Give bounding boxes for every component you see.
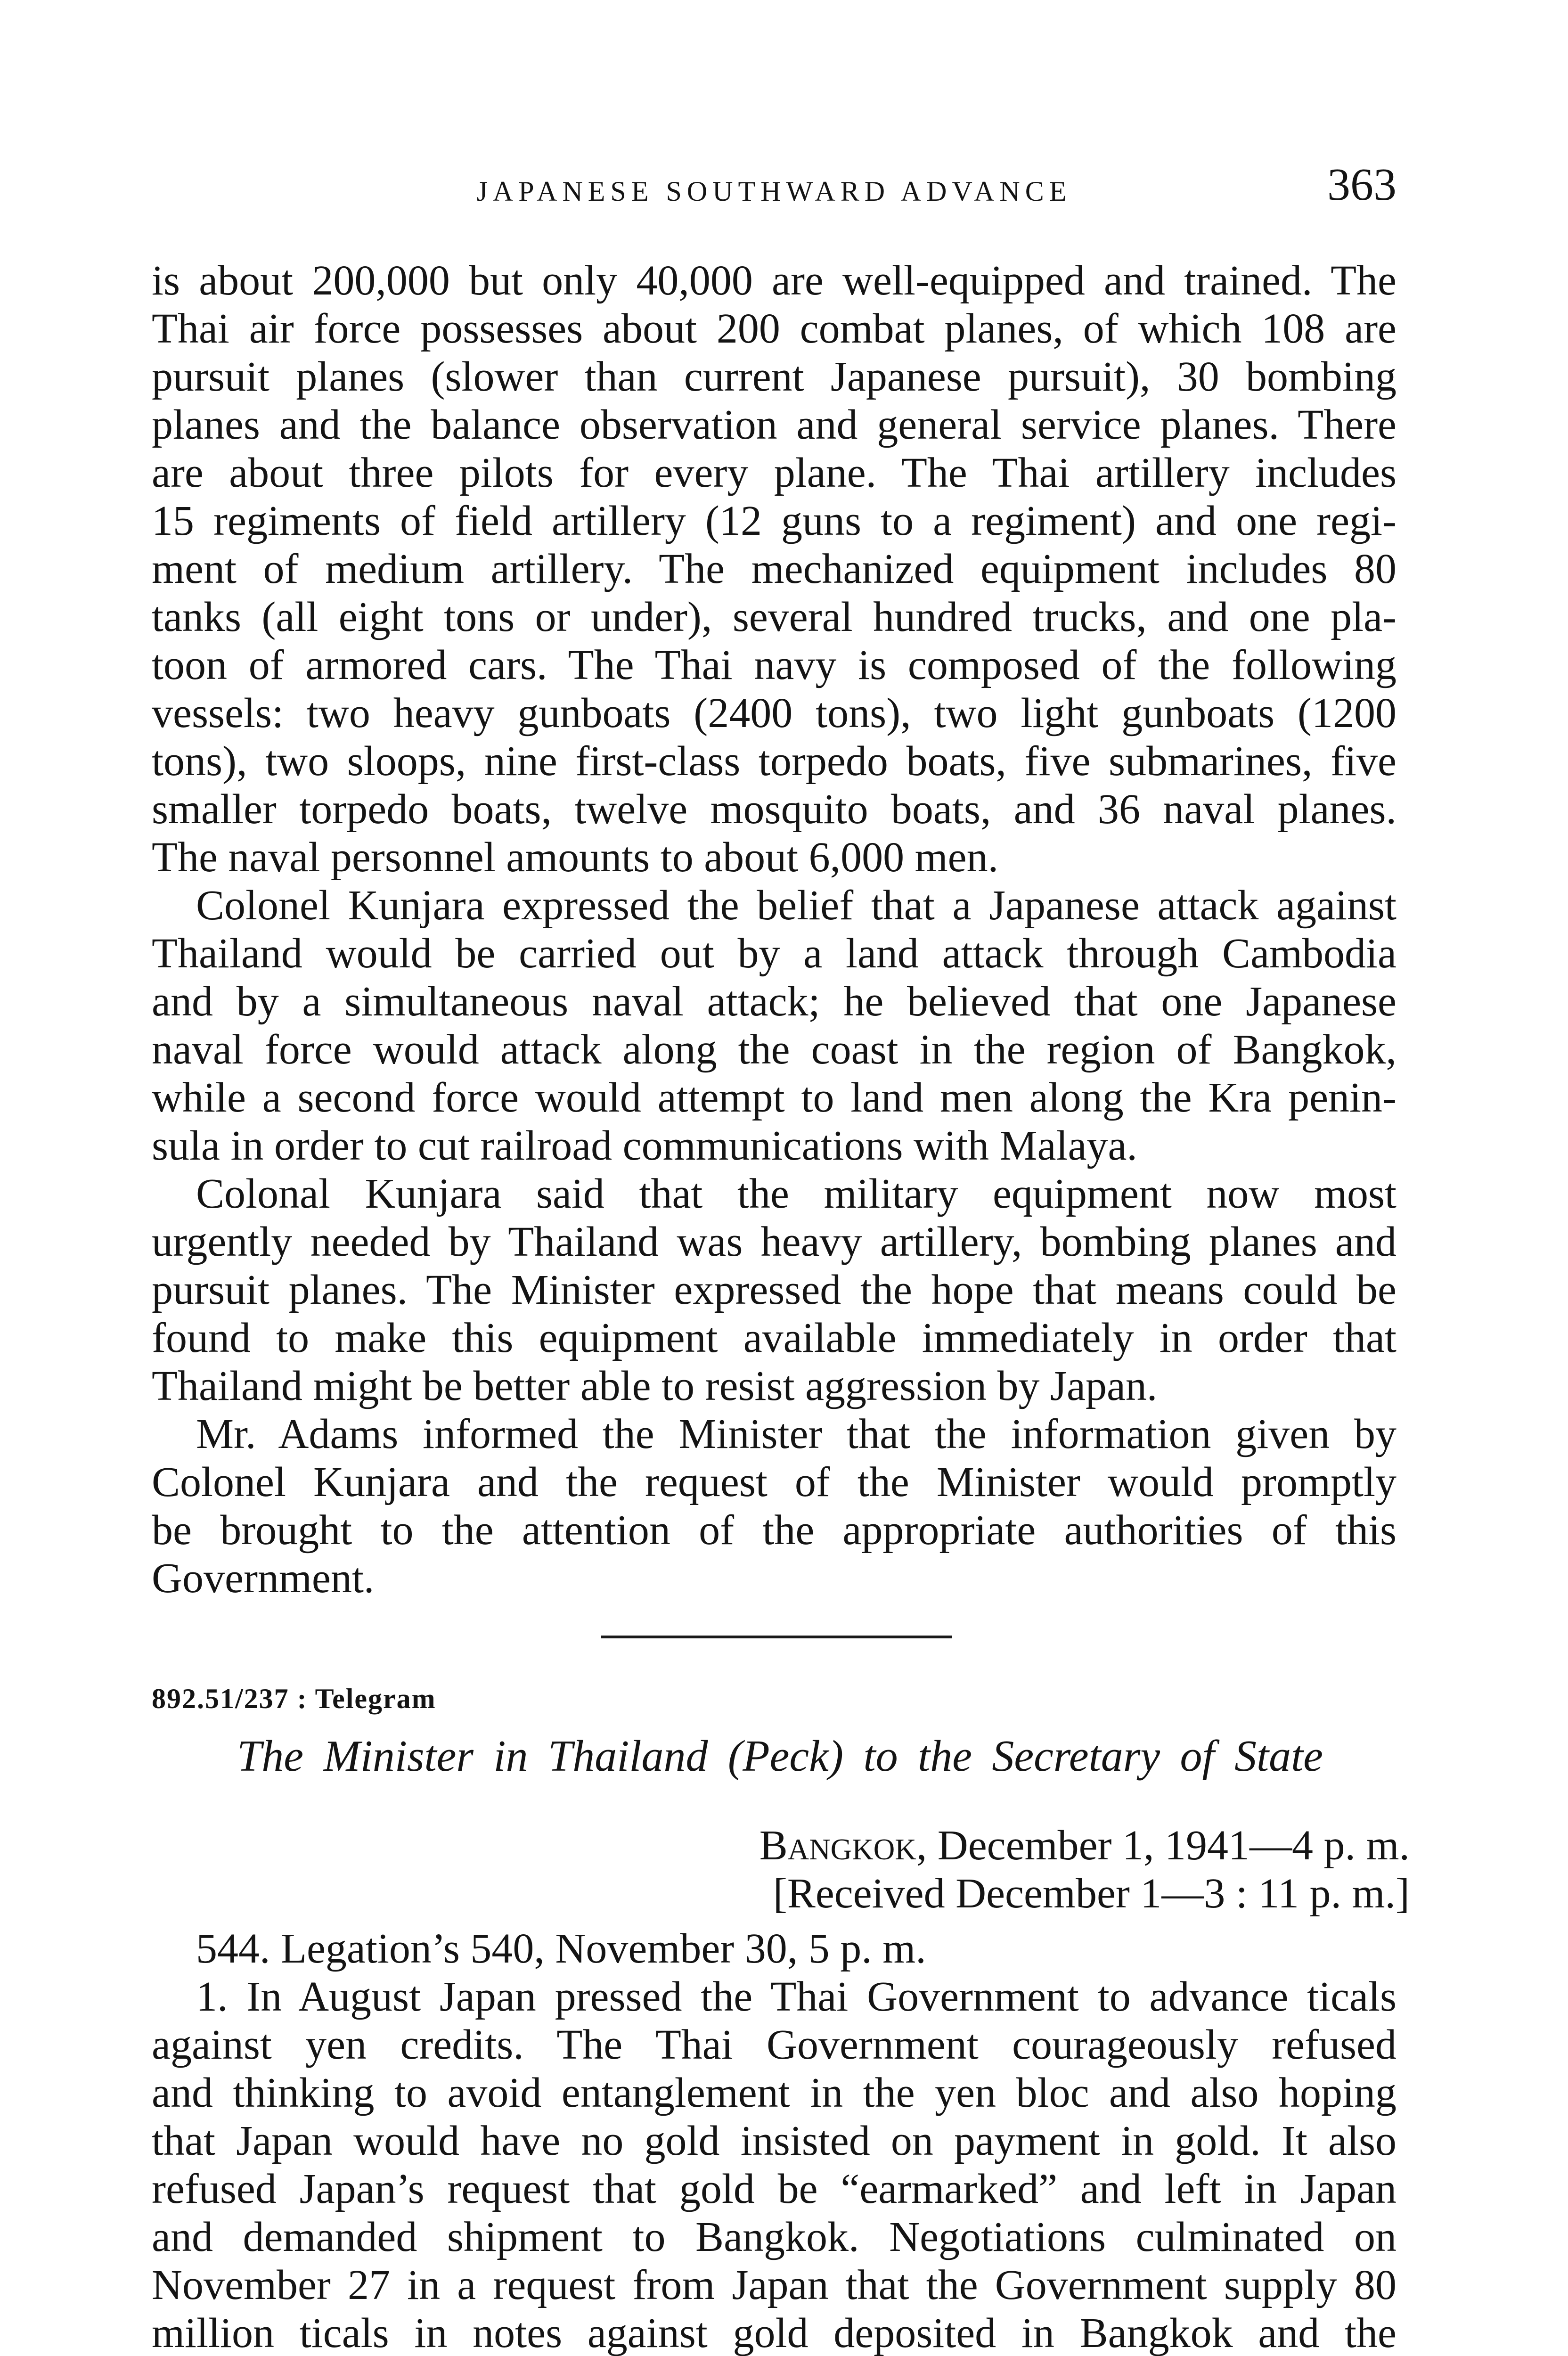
text-line: while a second force would attempt to land men along the Kra penin- bbox=[152, 1074, 1396, 1121]
document-title: The Minister in Thailand (Peck) to the Secretary of State bbox=[237, 1732, 1323, 1781]
text-line: Colonel Kunjara expressed the belief that a Japanese attack against bbox=[196, 882, 1396, 929]
text-line: pursuit planes (slower than current Japanese pursuit), 30 bombing bbox=[152, 353, 1396, 400]
text-line: Thai air force possesses about 200 combat planes, of which 108 are bbox=[152, 305, 1396, 352]
text-line: and by a simultaneous naval attack; he believed that one Japanese bbox=[152, 978, 1396, 1025]
text-line: Thailand might be better able to resist aggression by Japan. bbox=[152, 1363, 1158, 1409]
section-divider bbox=[601, 1636, 952, 1638]
dateline bbox=[612, 1822, 1410, 1918]
running-title: JAPANESE SOUTHWARD ADVANCE bbox=[476, 176, 1072, 207]
text-line: ment of medium artillery. The mechanized equipment includes 80 bbox=[152, 546, 1396, 592]
paragraph bbox=[152, 1973, 1396, 2356]
page-number: 363 bbox=[1327, 159, 1396, 210]
text-line: Colonel Kunjara and the request of the Minister would promptly bbox=[152, 1459, 1396, 1505]
text-line: sula in order to cut railroad communications with Malaya. bbox=[152, 1122, 1137, 1169]
paragraph bbox=[152, 882, 1396, 1170]
paragraph bbox=[152, 1925, 1396, 1973]
text-line: vessels: two heavy gunboats (2400 tons), two light gunboats (1200 bbox=[152, 690, 1396, 736]
text-line: Government. bbox=[152, 1555, 375, 1602]
text-line: Thailand would be carried out by a land attack through Cambodia bbox=[152, 930, 1396, 977]
text-line: refused Japan’s request that gold be “earmarked” and left in Japan bbox=[152, 2166, 1396, 2212]
received-note: [Received December 1—3 : 11 p. m.] bbox=[773, 1870, 1410, 1917]
text-line: and thinking to avoid entanglement in the yen bloc and also hoping bbox=[152, 2070, 1396, 2116]
text-line: be brought to the attention of the appropriate authorities of this bbox=[152, 1507, 1396, 1554]
main-text bbox=[152, 257, 1396, 1603]
text-line: that Japan would have no gold insisted on payment in gold. It also bbox=[152, 2118, 1396, 2164]
text-line: naval force would attack along the coast in the region of Bangkok, bbox=[152, 1026, 1396, 1073]
paragraph bbox=[152, 257, 1396, 882]
text-line: toon of armored cars. The Thai navy is composed of the following bbox=[152, 642, 1396, 688]
text-line: Colonal Kunjara said that the military equipment now most bbox=[196, 1170, 1396, 1217]
text-line: million ticals in notes against gold deposited in Bangkok and the bbox=[152, 2310, 1396, 2356]
dateline-place-date bbox=[612, 1822, 1410, 1870]
text-line: against yen credits. The Thai Government courageously refused bbox=[152, 2021, 1396, 2068]
text-line: Mr. Adams informed the Minister that the information given by bbox=[196, 1411, 1396, 1457]
telegram-body bbox=[152, 1925, 1396, 2356]
text-line: 1. In August Japan pressed the Thai Government to advance ticals bbox=[196, 1973, 1396, 2020]
text-line: tons), two sloops, nine first-class torpedo boats, five submarines, five bbox=[152, 738, 1396, 785]
text-line: 544. Legation’s 540, November 30, 5 p. m. bbox=[196, 1925, 926, 1972]
text-line: are about three pilots for every plane. The Thai artillery includes bbox=[152, 450, 1396, 496]
text-line: found to make this equipment available immediately in order that bbox=[152, 1315, 1396, 1361]
paragraph bbox=[152, 1170, 1396, 1410]
text-line: 15 regiments of field artillery (12 guns to a regiment) and one regi- bbox=[152, 498, 1396, 544]
text-line: is about 200,000 but only 40,000 are well-equipped and trained. The bbox=[152, 257, 1396, 304]
text-line: tanks (all eight tons or under), several hundred trucks, and one pla- bbox=[152, 594, 1396, 640]
text-line: pursuit planes. The Minister expressed the hope that means could be bbox=[152, 1267, 1396, 1313]
text-line: smaller torpedo boats, twelve mosquito boats, and 36 naval planes. bbox=[152, 786, 1396, 833]
dateline-place: Bangkok, bbox=[759, 1822, 927, 1869]
paragraph bbox=[152, 1410, 1396, 1603]
text-line: and demanded shipment to Bangkok. Negotiations culminated on bbox=[152, 2214, 1396, 2260]
file-reference: 892.51/237 : Telegram bbox=[152, 1683, 436, 1714]
text-line: The naval personnel amounts to about 6,000 men. bbox=[152, 834, 999, 881]
dateline-date: December 1, 1941—4 p. m. bbox=[937, 1822, 1410, 1869]
text-line: urgently needed by Thailand was heavy artillery, bombing planes and bbox=[152, 1219, 1396, 1265]
text-line: November 27 in a request from Japan that the Government supply 80 bbox=[152, 2262, 1396, 2308]
text-line: planes and the balance observation and general service planes. There bbox=[152, 401, 1396, 448]
